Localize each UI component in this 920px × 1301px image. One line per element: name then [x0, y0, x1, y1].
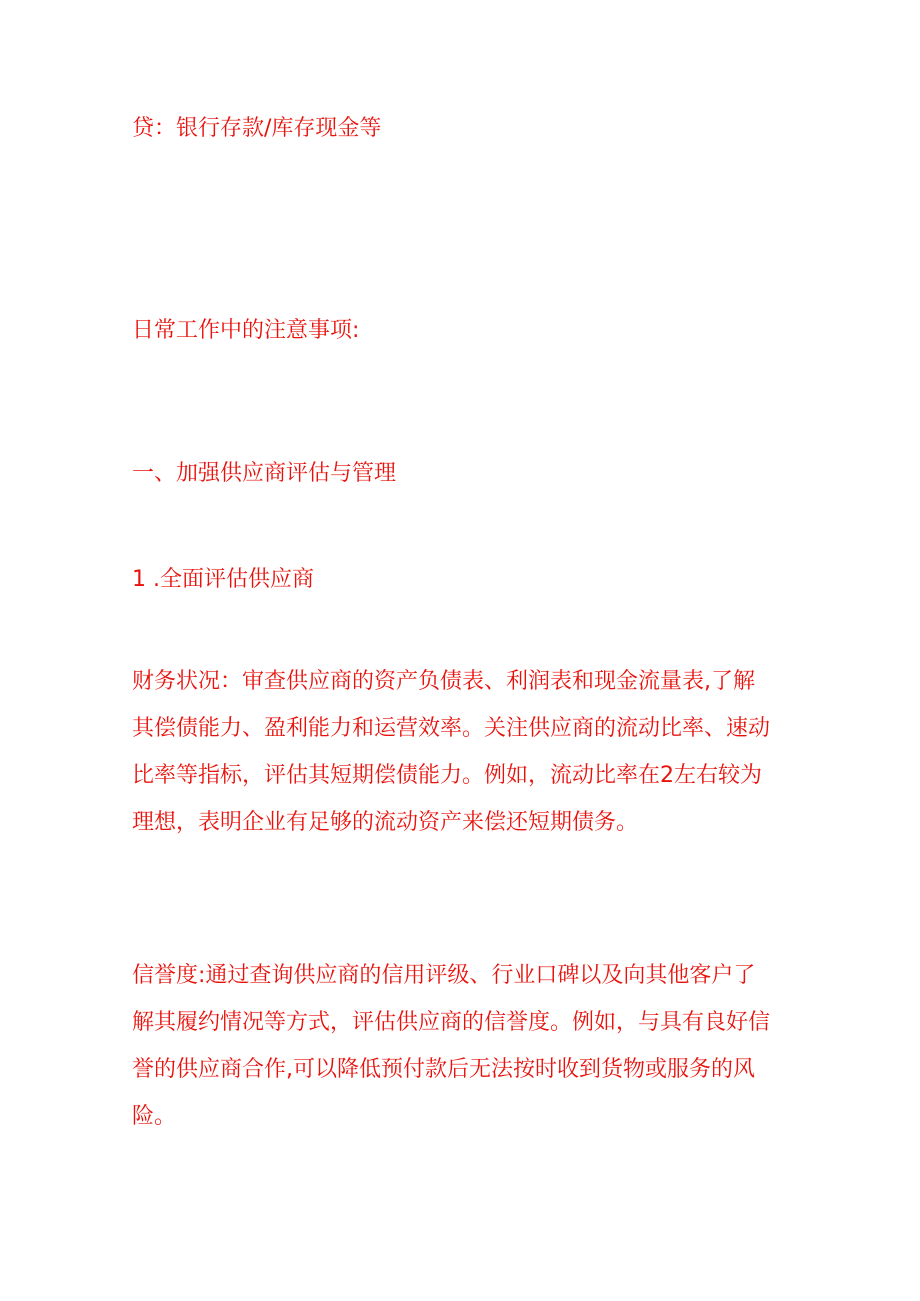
paragraph-line: 理想，表明企业有足够的流动资产来偿还短期债务。: [132, 810, 639, 835]
section-heading-1: 一、加强供应商评估与管理: [132, 461, 397, 486]
paragraph-line: 誉的供应商合作,可以降低预付款后无法按时收到货物或服务的风: [132, 1057, 755, 1082]
paragraph-line: 比率等指标，评估其短期偿债能力。例如，流动比率在2左右较为: [132, 763, 762, 788]
paragraph-line: 其偿债能力、盈利能力和运营效率。关注供应商的流动比率、速动: [132, 716, 771, 741]
notes-heading: 日常工作中的注意事项:: [132, 318, 360, 343]
paragraph-line: 财务状况：审查供应商的资产负债表、利润表和现金流量表,了解: [132, 669, 755, 694]
credit-entry-line: 贷：银行存款/库存现金等: [132, 116, 382, 141]
paragraph-reputation: [132, 952, 797, 1140]
paragraph-line: 险。: [132, 1104, 177, 1129]
paragraph-line: 解其履约情况等方式，评估供应商的信誉度。例如，与具有良好信: [132, 1010, 771, 1035]
paragraph-line: 信誉度:通过查询供应商的信用评级、行业口碑以及向其他客户了: [132, 963, 756, 988]
subsection-heading-1: 1 .全面评估供应商: [132, 567, 314, 592]
paragraph-financial-status: [132, 658, 797, 846]
